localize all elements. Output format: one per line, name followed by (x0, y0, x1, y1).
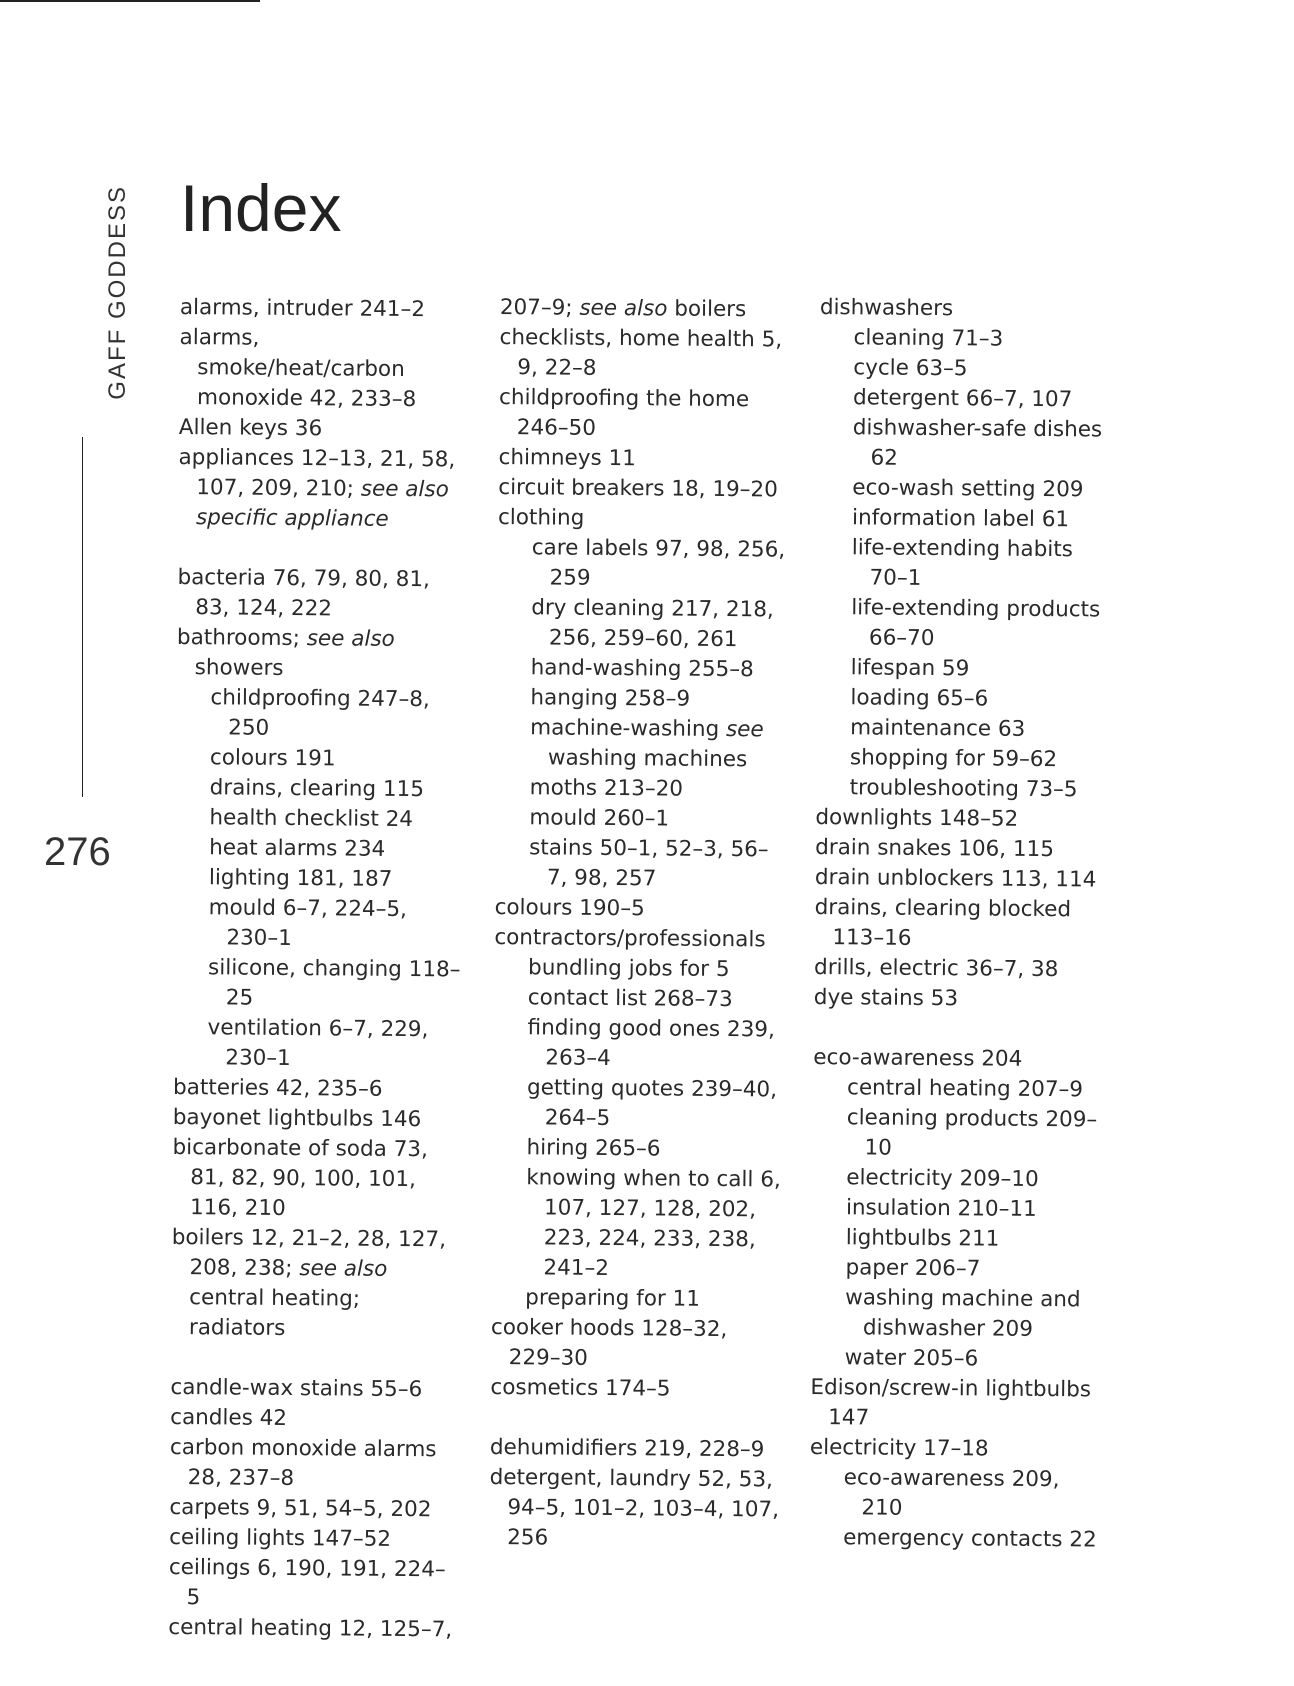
entry-text: eco-awareness 204 (813, 1044, 1023, 1072)
index-subentry (812, 1223, 1102, 1256)
sidebar-rule (82, 437, 83, 797)
index-entry (491, 1313, 782, 1376)
entry-text: ceilings 6, 190, 191, 224–5 (168, 1554, 446, 1611)
entry-text-after: boilers (667, 296, 747, 323)
index-entry (814, 893, 1105, 956)
index-entry (498, 503, 788, 536)
entry-text: Edison/screw-in lightbulbs 147 (810, 1374, 1092, 1431)
index-entry (810, 1433, 1100, 1466)
entry-text: boilers 12, 21–2, 28, 127, 208, 238; (171, 1224, 447, 1282)
entry-text: silicone, changing 118–25 (208, 955, 461, 1011)
index-subentry (812, 1163, 1102, 1196)
index-subentry (496, 683, 786, 716)
index-entry (495, 893, 785, 926)
index-subentry (175, 833, 465, 866)
index-subentry (491, 1283, 781, 1316)
entry-text: drains, clearing blocked 113–16 (814, 894, 1072, 951)
index-column-1 (168, 293, 470, 1645)
entry-gap (171, 1343, 461, 1376)
entry-text: bathrooms; (176, 624, 307, 652)
entry-text: Allen keys 36 (178, 414, 323, 442)
entry-cross-reference: see (725, 716, 764, 743)
entry-text: cosmetics 174–5 (490, 1374, 671, 1402)
index-subentry (493, 1013, 784, 1076)
index-column-3 (809, 293, 1110, 1555)
index-entry (179, 413, 469, 446)
index-entry (815, 833, 1105, 866)
index-subentry (176, 773, 466, 806)
index-subentry (495, 833, 786, 896)
entry-text: batteries 42, 235–6 (172, 1074, 383, 1102)
index-entry (171, 1223, 462, 1346)
index-subentry (819, 323, 1109, 356)
entry-text: cleaning products 209–10 (846, 1105, 1098, 1161)
entry-text: water 205–6 (844, 1345, 979, 1372)
index-entry (168, 1613, 458, 1646)
entry-text: bundling jobs for 5 (528, 955, 730, 983)
entry-text: moths 213–20 (529, 775, 684, 802)
index-subentry (175, 803, 465, 836)
entry-text: lighting 181, 187 (208, 865, 393, 892)
entry-text: drain snakes 106, 115 (815, 834, 1055, 863)
entry-text: drain unblockers 113, 114 (814, 864, 1097, 893)
entry-text: electricity 17–18 (809, 1434, 989, 1462)
entry-text: alarms, intruder 241–2 (179, 294, 426, 323)
index-subentry (817, 593, 1108, 656)
entry-gap (178, 533, 468, 566)
index-subentry (809, 1463, 1100, 1526)
entry-text: central heating 12, 125–7, (168, 1614, 453, 1643)
entry-text: contact list 268–73 (527, 985, 733, 1013)
entry-text: bacteria 76, 79, 80, 81, 83, 124, 222 (177, 564, 431, 622)
entry-text: emergency contacts 22 (843, 1525, 1097, 1553)
index-entry (815, 863, 1105, 896)
entry-text: chimneys 11 (498, 444, 637, 472)
index-subentry (811, 1283, 1102, 1346)
entry-text: troubleshooting 73–5 (849, 775, 1078, 803)
entry-text: 207–9; (499, 294, 580, 321)
entry-text: lifespan 59 (850, 655, 970, 682)
index-entry (810, 1373, 1101, 1436)
index-subentry (816, 773, 1106, 806)
entry-text: dye stains 53 (813, 984, 959, 1012)
entry-text: electricity 209–10 (846, 1165, 1039, 1192)
entry-text: machine-washing (530, 715, 727, 742)
index-subentry (811, 1253, 1101, 1286)
entry-text: heat alarms 234 (209, 835, 386, 862)
entry-text: hiring 265–6 (526, 1135, 661, 1162)
index-entry (499, 383, 790, 446)
index-subentry (816, 683, 1106, 716)
running-title: GAFF GODDESS (104, 185, 131, 400)
entry-text-after: washing machines (547, 745, 748, 773)
index-subentry (812, 1103, 1103, 1166)
index-subentry (813, 1073, 1103, 1106)
entry-text: preparing for 11 (525, 1285, 701, 1312)
index-subentry (496, 713, 787, 776)
index-column-2 (489, 293, 790, 1555)
index-entry (168, 1553, 459, 1616)
entry-text: health checklist 24 (209, 805, 414, 833)
index-entry (170, 1373, 460, 1406)
index-entry (490, 1373, 780, 1406)
entry-text-after: central heating; radiators (188, 1285, 361, 1341)
entry-cross-reference: see also (299, 1256, 388, 1282)
entry-text: drills, electric 36–7, 38 (814, 954, 1059, 983)
index-subentry (493, 1073, 784, 1136)
entry-text: life-extending products 66–70 (851, 595, 1101, 652)
entry-text: dry cleaning 217, 218, 256, 259–60, 261 (531, 595, 774, 653)
entry-text: hanging 258–9 (530, 685, 691, 712)
index-entry (173, 1073, 463, 1106)
index-entry (494, 923, 784, 956)
entry-text: circuit breakers 18, 19–20 (498, 474, 778, 503)
entry-text: detergent 66–7, 107 (852, 385, 1073, 413)
entry-text: maintenance 63 (850, 715, 1026, 742)
entry-text: drains, clearing 115 (209, 775, 425, 803)
index-subentry (497, 653, 787, 686)
index-subentry (812, 1193, 1102, 1226)
index-entry (815, 803, 1105, 836)
index-entry (498, 473, 788, 506)
index-subentry (496, 773, 786, 806)
entry-text: washing machine and dishwasher 209 (845, 1285, 1081, 1342)
index-subentry (175, 863, 465, 896)
entry-text: getting quotes 239–40, 264–5 (526, 1075, 778, 1131)
index-subentry (818, 473, 1108, 506)
index-entry (180, 293, 470, 326)
entry-text: colours 191 (209, 745, 336, 772)
entry-text: life-extending habits 70–1 (851, 535, 1074, 591)
index-entry (814, 983, 1104, 1016)
index-subentry (809, 1523, 1099, 1556)
index-entry (820, 293, 1110, 326)
index-subentry (494, 953, 784, 986)
index-subentry (176, 743, 466, 776)
index-subentry (174, 893, 465, 956)
entry-text: eco-wash setting 209 (852, 475, 1084, 503)
entry-text: carpets 9, 51, 54–5, 202 (169, 1494, 432, 1523)
entry-gap (490, 1403, 780, 1436)
entry-text: shopping for 59–62 (849, 745, 1058, 773)
index-subentry (819, 353, 1109, 386)
entry-text: mould 260–1 (529, 805, 670, 832)
entry-text: loading 65–6 (850, 685, 989, 712)
entry-text: finding good ones 239, 263–4 (527, 1015, 775, 1071)
index-entry (489, 1463, 780, 1556)
entry-text: dehumidifiers 219, 228–9 (489, 1434, 765, 1463)
entry-cross-reference: see also (306, 626, 395, 652)
index-subentry (491, 1163, 782, 1286)
index-entry (170, 1433, 461, 1496)
index-entry (173, 1103, 463, 1136)
entry-text: clothing (497, 504, 585, 531)
entry-text: bayonet lightbulbs 146 (172, 1104, 422, 1133)
entry-text: checklists, home health 5, 9, 22–8 (499, 324, 783, 381)
entry-text: ceiling lights 147–52 (169, 1524, 392, 1552)
entry-text: candles 42 (170, 1404, 288, 1431)
entry-text: eco-awareness 209, 210 (843, 1465, 1060, 1521)
entry-cross-reference: see also (579, 295, 668, 322)
index-subentry (818, 503, 1108, 536)
index-subentry (492, 1133, 782, 1166)
index-subentry (173, 1013, 464, 1076)
index-subentry (811, 1343, 1101, 1376)
entry-text: insulation 210–11 (845, 1195, 1037, 1222)
entry-text: cycle 63–5 (853, 355, 968, 382)
entry-text: alarms, smoke/heat/carbon monoxide 42, 233–8 (179, 324, 417, 413)
entry-text: childproofing the home 246–50 (498, 384, 750, 441)
entry-text: cooker hoods 128–32, 229–30 (490, 1314, 728, 1371)
entry-text: information label 61 (851, 505, 1070, 533)
entry-text: ventilation 6–7, 229, 230–1 (207, 1015, 429, 1071)
index-subentry (176, 683, 467, 746)
entry-cross-reference: see also specific appliance (195, 476, 449, 532)
entry-text: cleaning 71–3 (853, 325, 1004, 352)
index-entry (500, 293, 790, 326)
index-entry (813, 1043, 1103, 1076)
index-entry (179, 323, 470, 416)
entry-text-after: showers (194, 655, 284, 681)
index-entry (170, 1403, 460, 1436)
index-entry (172, 1133, 463, 1226)
index-entry (169, 1493, 459, 1526)
page-number: 276 (44, 830, 111, 874)
top-rule (0, 0, 260, 2)
entry-text: childproofing 247–8, 250 (210, 685, 430, 741)
index-entry (499, 323, 790, 386)
index-subentry (816, 743, 1106, 776)
entry-text: downlights 148–52 (815, 804, 1019, 832)
entry-text: care labels 97, 98, 256, 259 (531, 535, 786, 591)
index-subentry (497, 593, 788, 656)
entry-text: dishwasher-safe dishes 62 (852, 415, 1103, 471)
index-entry (490, 1433, 780, 1466)
entry-text: contractors/professionals (494, 924, 766, 953)
index-subentry (497, 533, 788, 596)
index-subentry (819, 383, 1109, 416)
page-title: Index (180, 171, 342, 245)
entry-text: central heating 207–9 (846, 1075, 1084, 1103)
index-entry (177, 623, 468, 686)
index-subentry (817, 653, 1107, 686)
entry-text: candle-wax stains 55–6 (170, 1374, 423, 1403)
entry-text: colours 190–5 (494, 894, 645, 922)
index-subentry (495, 803, 785, 836)
entry-gap (813, 1013, 1103, 1046)
index-subentry (818, 413, 1109, 476)
index-entry (178, 443, 469, 536)
entry-text: knowing when to call 6, 107, 127, 128, 202, 223, 224, 233, 238, 241–2 (526, 1165, 781, 1281)
entry-text: paper 206–7 (845, 1255, 981, 1282)
entry-text: dishwashers (819, 294, 954, 322)
entry-text: hand-washing 255–8 (530, 655, 754, 683)
entry-text: appliances 12–13, 21, 58, 107, 209, 210; (178, 444, 456, 502)
index-entry (169, 1523, 459, 1556)
entry-text: mould 6–7, 224–5, 230–1 (208, 895, 408, 952)
index-subentry (494, 983, 784, 1016)
entry-text: lightbulbs 211 (845, 1225, 1000, 1252)
index-entry (814, 953, 1104, 986)
entry-text: detergent, laundry 52, 53, 94–5, 101–2, 103–4, 107, 256 (489, 1464, 780, 1551)
index-subentry (816, 713, 1106, 746)
entry-text: bicarbonate of soda 73, 81, 82, 90, 100, 101, 116, 210 (172, 1134, 428, 1221)
index-entry (177, 563, 468, 626)
entry-text: stains 50–1, 52–3, 56–7, 98, 257 (529, 835, 769, 892)
index-subentry (817, 533, 1108, 596)
entry-text: carbon monoxide alarms 28, 237–8 (169, 1434, 437, 1492)
index-subentry (174, 953, 465, 1016)
index-entry (498, 443, 788, 476)
